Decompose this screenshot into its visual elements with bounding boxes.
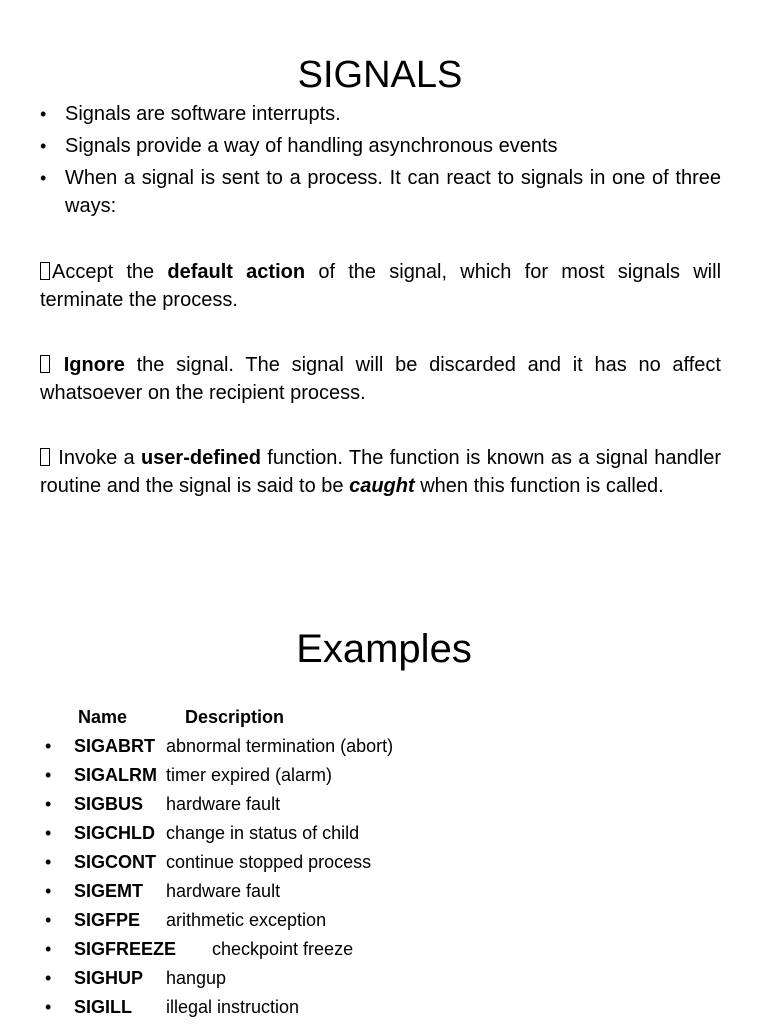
bullet-dot-icon: • <box>45 997 52 1017</box>
signal-name: SIGFREEZE <box>74 939 177 959</box>
option-text: Invoke a <box>52 447 141 469</box>
signal-row <box>40 732 540 761</box>
signal-description: checkpoint freeze <box>212 939 354 959</box>
bullet-dot-icon: • <box>45 823 52 843</box>
bullet-dot-icon: • <box>45 881 52 901</box>
signal-row <box>40 964 540 993</box>
option-text: function. The function is known as a signal handler routine and the signal is said to be <box>40 447 721 497</box>
option-text <box>52 354 64 376</box>
header-name: Name <box>78 707 128 727</box>
signal-name: SIGEMT <box>74 881 144 901</box>
signal-row <box>40 993 540 1022</box>
bullet-dot-icon: • <box>45 968 52 988</box>
bullet-dot-icon: • <box>45 852 52 872</box>
signal-list <box>40 703 540 1022</box>
signal-row <box>40 935 540 964</box>
signal-name: SIGBUS <box>74 794 144 814</box>
bullet-item: • Signals provide a way of handling asynchronous events <box>40 132 721 160</box>
page-title-examples: Examples <box>296 627 472 671</box>
bullet-dot-icon: • <box>45 939 52 959</box>
signal-list-header <box>40 703 540 732</box>
signal-description: continue stopped process <box>166 852 372 872</box>
signal-description: timer expired (alarm) <box>166 765 333 785</box>
signal-name: SIGCONT <box>74 852 157 872</box>
signal-name: SIGHUP <box>74 968 144 988</box>
option-ignore <box>40 351 721 407</box>
option-text: of the signal, which for most signals will terminate the process. <box>40 261 722 311</box>
signal-description: illegal instruction <box>166 997 300 1017</box>
bullet-dot-icon: • <box>45 910 52 930</box>
signal-row <box>40 790 540 819</box>
signal-row <box>40 819 540 848</box>
bullet-dot-icon: • <box>45 736 52 756</box>
signal-description: arithmetic exception <box>166 910 327 930</box>
signal-name: SIGALRM <box>74 765 157 785</box>
option-text: when this function is called. <box>414 475 664 497</box>
signal-description: abnormal termination (abort) <box>166 736 394 756</box>
signal-description: change in status of child <box>166 823 360 843</box>
bullet-item: • When a signal is sent to a process. It can react to signals in one of three ways: <box>40 164 721 220</box>
missing-glyph-box-icon <box>40 262 50 280</box>
option-bold-text: user-defined <box>140 447 261 469</box>
option-text: Accept the <box>52 261 168 283</box>
option-bold-italic-text: caught <box>349 475 415 497</box>
signal-row <box>40 761 540 790</box>
page-title-signals: SIGNALS <box>297 54 463 96</box>
option-bold-text: Ignore <box>63 354 125 376</box>
signal-name: SIGABRT <box>74 736 155 756</box>
option-bold-text: default action <box>167 261 306 283</box>
signal-row <box>40 848 540 877</box>
missing-glyph-box-icon <box>40 448 50 466</box>
intro-bullet-list <box>40 100 721 224</box>
bullet-dot-icon: • <box>45 765 52 785</box>
signal-name: SIGILL <box>74 997 132 1017</box>
option-text: the signal. The signal will be discarded and it has no affect whatsoever on the recipient process. <box>40 354 721 404</box>
signal-description: hardware fault <box>166 881 281 901</box>
signal-name: SIGFPE <box>74 910 141 930</box>
bullet-dot-icon: • <box>45 794 52 814</box>
option-user-defined <box>40 444 721 500</box>
missing-glyph-box-icon <box>40 355 50 373</box>
signal-description: hardware fault <box>166 794 281 814</box>
signal-name: SIGCHLD <box>74 823 155 843</box>
bullet-item: • Signals are software interrupts. <box>40 100 721 128</box>
signal-row <box>40 906 540 935</box>
signal-description: hangup <box>166 968 227 988</box>
option-default-action <box>40 258 721 314</box>
header-description: Description <box>185 707 285 727</box>
signal-row <box>40 877 540 906</box>
